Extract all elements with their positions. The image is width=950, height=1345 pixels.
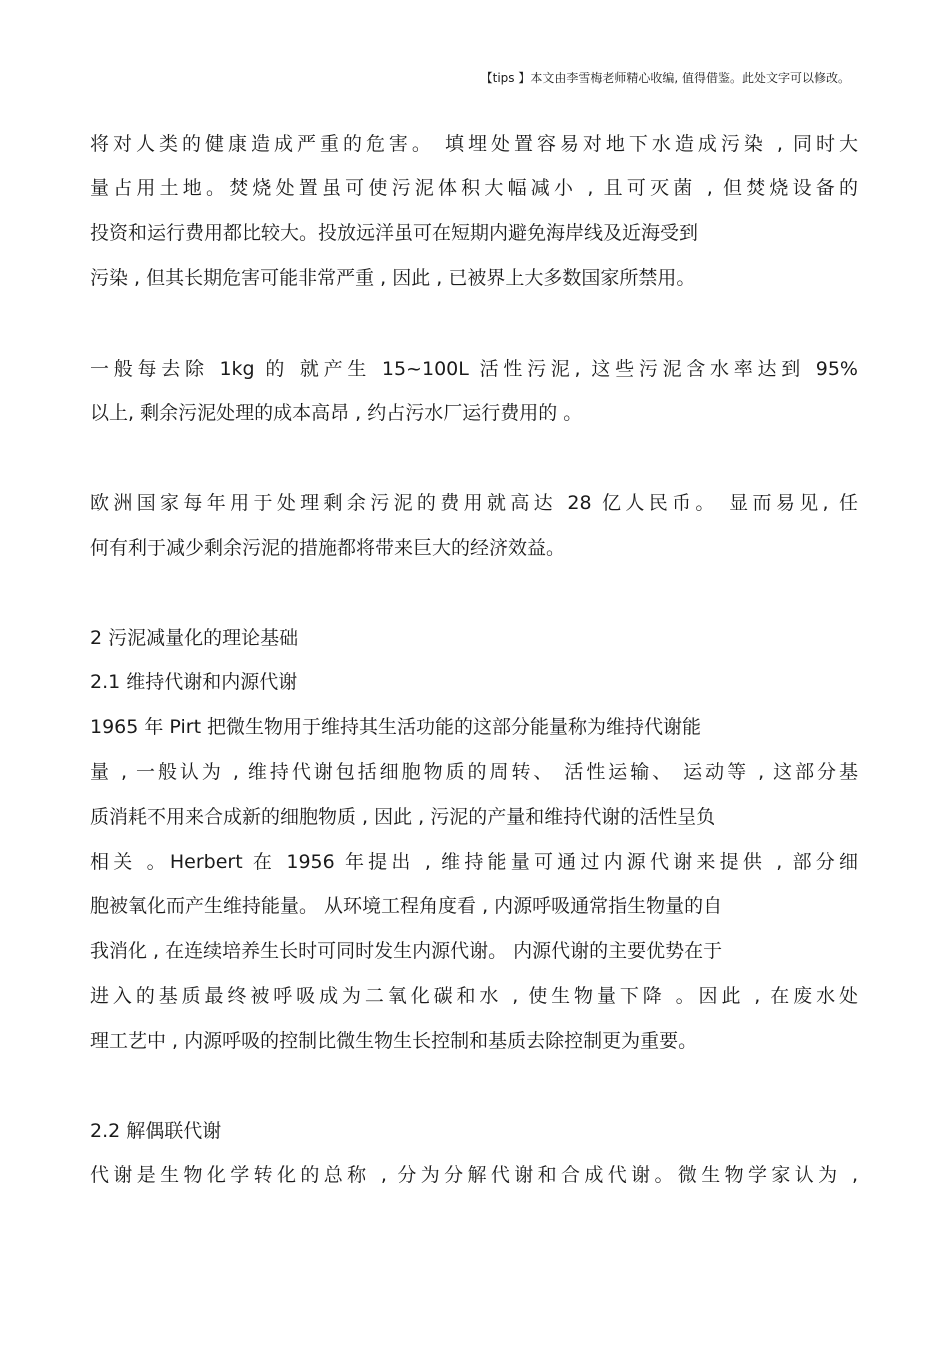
text-line-4: 污染 , 但其长期危害可能非常严重 , 因此 , 已被界上大多数国家所禁用。 <box>90 267 696 289</box>
text-line-13: 质消耗不用来合成新的细胞物质 , 因此 , 污泥的产量和维持代谢的活性呈负 <box>90 806 716 828</box>
text-line-16: 我消化 , 在连续培养生长时可同时发生内源代谢。 内源代谢的主要优势在于 <box>90 940 723 962</box>
text-line-1: 将对人类的健康造成严重的危害。 填埋处置容易对地下水造成污染 , 同时大 <box>90 133 858 155</box>
section-heading-2-1: 2.1 维持代谢和内源代谢 <box>90 671 298 693</box>
text-line-6: 以上, 剩余污泥处理的成本高昂 , 约占污水厂运行费用的 。 <box>90 402 583 424</box>
text-line-8: 何有利于减少剩余污泥的措施都将带来巨大的经济效益。 <box>90 537 566 559</box>
text-line-17: 进入的基质最终被呼吸成为二氧化碳和水 , 使生物量下降 。因此 , 在废水处 <box>90 985 858 1007</box>
section-heading-2: 2 污泥减量化的理论基础 <box>90 627 299 649</box>
text-line-7: 欧洲国家每年用于处理剩余污泥的费用就高达 28 亿人民币。 显而易见, 任 <box>90 492 858 514</box>
text-line-5: 一般每去除 1kg 的 就产生 15~100L 活性污泥, 这些污泥含水率达到 95% <box>90 358 858 380</box>
text-line-2: 量占用土地。焚烧处置虽可使污泥体积大幅减小 , 且可灭菌 , 但焚烧设备的 <box>90 177 858 199</box>
text-line-20: 代谢是生物化学转化的总称 , 分为分解代谢和合成代谢。微生物学家认为 , <box>90 1164 858 1186</box>
section-heading-2-2: 2.2 解偶联代谢 <box>90 1120 222 1142</box>
text-line-3: 投资和运行费用都比较大。投放远洋虽可在短期内避免海岸线及近海受到 <box>90 222 699 244</box>
text-line-12: 量 , 一般认为 , 维持代谢包括细胞物质的周转、 活性运输、 运动等 , 这部分基 <box>90 761 858 783</box>
text-line-15: 胞被氧化而产生维持能量。 从环境工程角度看 , 内源呼吸通常指生物量的自 <box>90 895 723 917</box>
text-line-18: 理工艺中 , 内源呼吸的控制比微生物生长控制和基质去除控制更为重要。 <box>90 1030 698 1052</box>
text-line-14: 相关 。Herbert 在 1956 年提出 , 维持能量可通过内源代谢来提供 , 部分细 <box>90 851 858 873</box>
header-tips: 【tips 】本文由李雪梅老师精心收编, 值得借鉴。此处文字可以修改。 <box>480 71 850 85</box>
text-line-11: 1965 年 Pirt 把微生物用于维持其生活功能的这部分能量称为维持代谢能 <box>90 716 702 738</box>
